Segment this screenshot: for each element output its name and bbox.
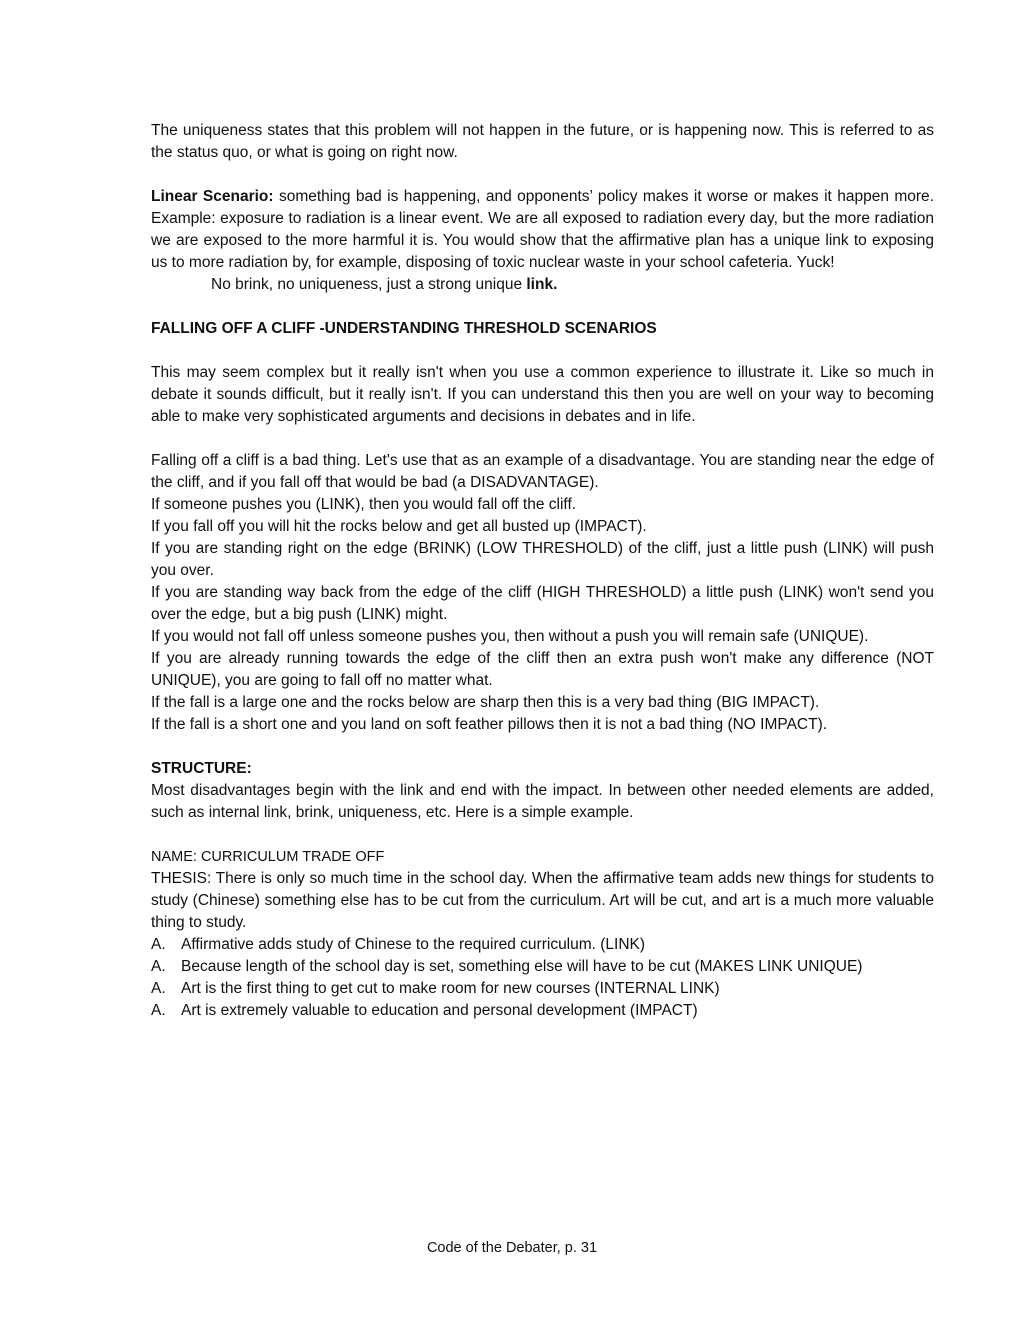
list-marker: A. — [151, 936, 166, 953]
cliff-examples — [151, 450, 934, 736]
cliff-heading: FALLING OFF A CLIFF -UNDERSTANDING THRESHOLD SCENARIOS — [151, 320, 657, 337]
list-item-text: Affirmative adds study of Chinese to the required curriculum. (LINK) — [181, 936, 646, 953]
page-footer: Code of the Debater, p. 31 — [426, 1240, 598, 1256]
list-item-text: Art is the first thing to get cut to make room for new courses (INTERNAL LINK) — [181, 980, 720, 997]
cliff-intro-paragraph: This may seem complex but it really isn't when you use a common experience to illustrate it. Like so much in debate it sounds difficult, but it really isn't. If you can understand this then you are well on your way to becoming able to make very sophisticated arguments and decisions in debates and in life. — [151, 364, 934, 425]
cliff-line: Falling off a cliff is a bad thing. Let's use that as an example of a disadvantage. You are standing near the edge of the cliff, and if you fall off that would be bad (a DISADVANTAGE). — [151, 452, 934, 491]
linear-note — [151, 274, 934, 296]
structure-paragraph: Most disadvantages begin with the link and end with the impact. In between other needed elements are added, such as internal link, brink, uniqueness, etc. Here is a simple example. — [151, 782, 934, 821]
linear-note-bold: link. — [526, 276, 558, 293]
document-body — [151, 120, 934, 1022]
name-line: NAME: CURRICULUM TRADE OFF — [151, 849, 385, 865]
linear-scenario-label: Linear Scenario: — [151, 188, 274, 205]
structure-heading: STRUCTURE: — [151, 760, 252, 777]
linear-scenario-paragraph — [151, 186, 934, 274]
cliff-line: If you are standing right on the edge (BRINK) (LOW THRESHOLD) of the cliff, just a little push (LINK) will push you over. — [151, 540, 934, 579]
argument-list — [151, 934, 934, 1022]
linear-scenario-text: something bad is happening, and opponents’ policy makes it worse or makes it happen more. Example: exposure to radiation is a linear event. We are all exposed to radiation every day, but the more radiation we are exposed to the more harmful it is. You would show that the affirmative plan has a unique link to exposing us to more radiation by, for example, disposing of toxic nuclear waste in your school cafeteria. Yuck! — [151, 188, 934, 271]
list-item — [151, 934, 934, 956]
cliff-line: If you are standing way back from the edge of the cliff (HIGH THRESHOLD) a little push (LINK) won't send you over the edge, but a big push (LINK) might. — [151, 584, 934, 623]
cliff-line: If the fall is a large one and the rocks below are sharp then this is a very bad thing (BIG IMPACT). — [151, 694, 820, 711]
list-item-text: Because length of the school day is set, something else will have to be cut (MAKES LINK UNIQUE) — [181, 958, 863, 975]
list-item — [151, 1000, 934, 1022]
list-marker: A. — [151, 958, 166, 975]
uniqueness-paragraph: The uniqueness states that this problem will not happen in the future, or is happening now. This is referred to as the status quo, or what is going on right now. — [151, 122, 934, 161]
cliff-line: If you fall off you will hit the rocks below and get all busted up (IMPACT). — [151, 518, 647, 535]
list-item-text: Art is extremely valuable to education and personal development (IMPACT) — [181, 1002, 698, 1019]
cliff-line: If someone pushes you (LINK), then you would fall off the cliff. — [151, 496, 577, 513]
list-marker: A. — [151, 980, 166, 997]
list-item — [151, 956, 934, 978]
thesis-paragraph: THESIS: There is only so much time in the school day. When the affirmative team adds new things for students to study (Chinese) something else has to be cut from the curriculum. Art will be cut, and art is a much more valuable thing to study. — [151, 870, 934, 931]
cliff-line: If the fall is a short one and you land on soft feather pillows then it is not a bad thing (NO IMPACT). — [151, 716, 828, 733]
list-marker: A. — [151, 1002, 166, 1019]
cliff-line: If you would not fall off unless someone pushes you, then without a push you will remain safe (UNIQUE). — [151, 628, 869, 645]
linear-note-text: No brink, no uniqueness, just a strong unique — [211, 276, 527, 293]
cliff-line: If you are already running towards the edge of the cliff then an extra push won't make any difference (NOT UNIQUE), you are going to fall off no matter what. — [151, 650, 934, 689]
list-item — [151, 978, 934, 1000]
